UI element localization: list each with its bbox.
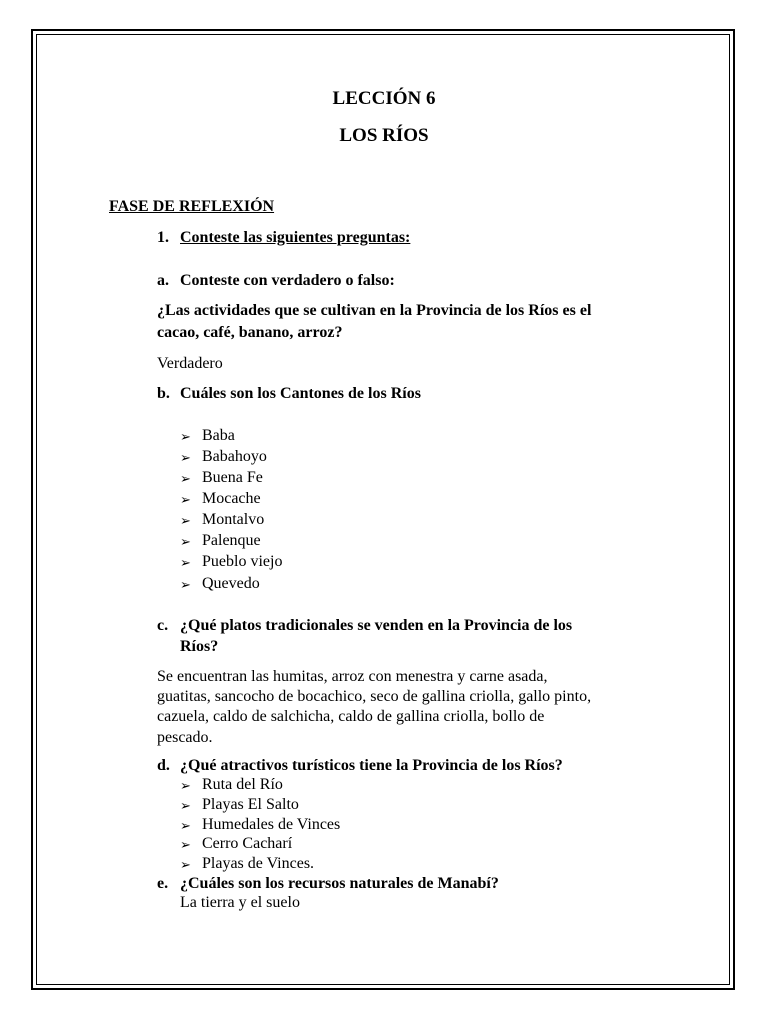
list-item: Mocache bbox=[202, 490, 261, 507]
arrowhead-bullet-icon: ➢ bbox=[180, 450, 191, 465]
question-c-answer-line4: pescado. bbox=[157, 729, 213, 746]
phase-heading: FASE DE REFLEXIÓN bbox=[109, 198, 275, 215]
question-c-line1: ¿Qué platos tradicionales se venden en la Provincia de los bbox=[180, 617, 573, 634]
arrowhead-bullet-icon: ➢ bbox=[180, 513, 191, 528]
list-item: Playas El Salto bbox=[202, 796, 299, 813]
arrowhead-bullet-icon: ➢ bbox=[180, 857, 191, 872]
arrowhead-bullet-icon: ➢ bbox=[180, 837, 191, 852]
list-item: Quevedo bbox=[202, 575, 260, 592]
arrowhead-bullet-icon: ➢ bbox=[180, 534, 191, 549]
question-a-line2: cacao, café, banano, arroz? bbox=[157, 324, 343, 341]
arrowhead-bullet-icon: ➢ bbox=[180, 429, 191, 444]
question-c-answer-line3: cazuela, caldo de salchicha, caldo de gallina criolla, bollo de bbox=[157, 708, 545, 725]
question-c-line2: Ríos? bbox=[180, 638, 219, 655]
question-a-text: Conteste con verdadero o falso: bbox=[180, 272, 395, 289]
question-a-line1: ¿Las actividades que se cultivan en la Provincia de los Ríos es el bbox=[157, 302, 592, 319]
page-border-inner bbox=[36, 34, 730, 985]
list-item: Pueblo viejo bbox=[202, 553, 283, 570]
question-c-answer-line1: Se encuentran las humitas, arroz con menestra y carne asada, bbox=[157, 668, 548, 685]
question-c-answer-line2: guatitas, sancocho de bocachico, seco de gallina criolla, gallo pinto, bbox=[157, 688, 592, 705]
instruction-text: Conteste las siguientes preguntas: bbox=[180, 229, 411, 246]
list-item: Playas de Vinces. bbox=[202, 855, 315, 872]
list-item: Cerro Cacharí bbox=[202, 835, 293, 852]
list-item: Humedales de Vinces bbox=[202, 816, 341, 833]
question-d-text: ¿Qué atractivos turísticos tiene la Provincia de los Ríos? bbox=[180, 757, 563, 774]
list-item: Buena Fe bbox=[202, 469, 263, 486]
arrowhead-bullet-icon: ➢ bbox=[180, 798, 191, 813]
instruction-number: 1. bbox=[157, 229, 169, 246]
list-item: Babahoyo bbox=[202, 448, 267, 465]
question-b-letter: b. bbox=[157, 385, 170, 402]
question-e-letter: e. bbox=[157, 875, 169, 892]
list-item: Montalvo bbox=[202, 511, 265, 528]
question-b-text: Cuáles son los Cantones de los Ríos bbox=[180, 385, 421, 402]
arrowhead-bullet-icon: ➢ bbox=[180, 555, 191, 570]
arrowhead-bullet-icon: ➢ bbox=[180, 577, 191, 592]
question-e-answer: La tierra y el suelo bbox=[180, 894, 300, 911]
arrowhead-bullet-icon: ➢ bbox=[180, 778, 191, 793]
question-c-letter: c. bbox=[157, 617, 169, 634]
arrowhead-bullet-icon: ➢ bbox=[180, 471, 191, 486]
question-d-letter: d. bbox=[157, 757, 170, 774]
question-a-letter: a. bbox=[157, 272, 169, 289]
list-item: Palenque bbox=[202, 532, 261, 549]
list-item: Ruta del Río bbox=[202, 776, 283, 793]
arrowhead-bullet-icon: ➢ bbox=[180, 818, 191, 833]
lesson-subtitle: LOS RÍOS bbox=[339, 125, 429, 146]
arrowhead-bullet-icon: ➢ bbox=[180, 492, 191, 507]
question-e-text: ¿Cuáles son los recursos naturales de Manabí? bbox=[180, 875, 499, 892]
question-a-answer: Verdadero bbox=[157, 355, 223, 372]
lesson-title: LECCIÓN 6 bbox=[332, 88, 436, 109]
list-item: Baba bbox=[202, 427, 235, 444]
